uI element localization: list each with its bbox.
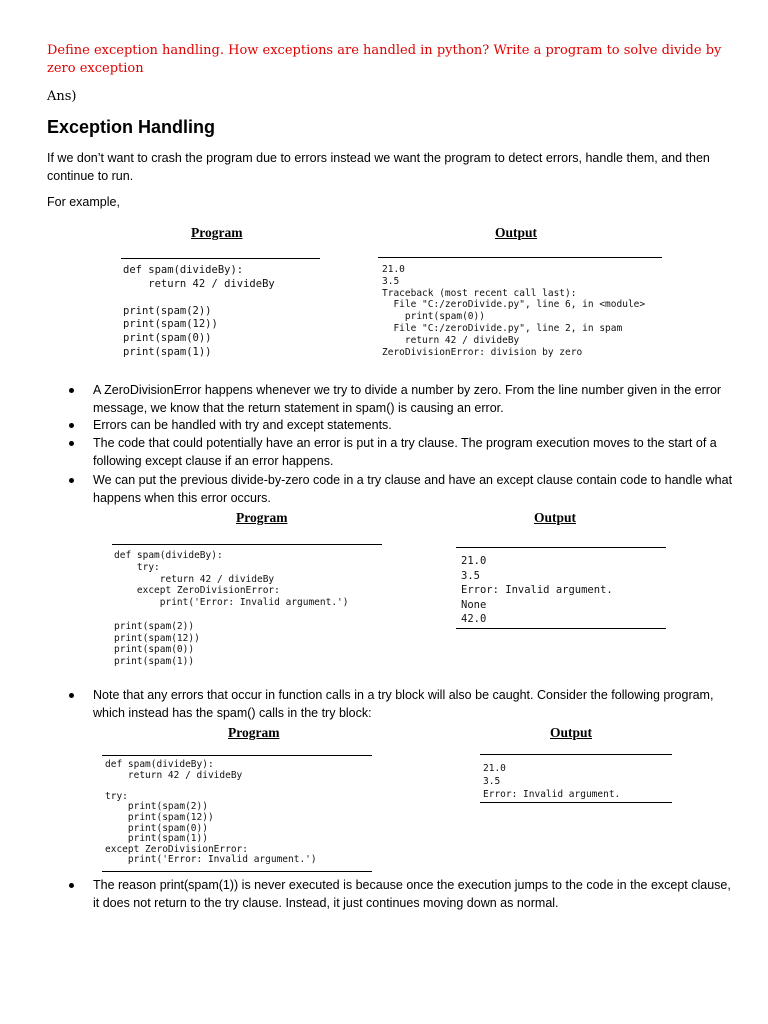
example1-output-label: Output bbox=[495, 225, 538, 240]
bullet-item: The reason print(spam(1)) is never executed is because once the execution jumps to the code in the except clause, it does not return to the try clause. Instead, it just continues moving down as normal. bbox=[93, 876, 733, 912]
bullet-item: Errors can be handled with try and except statements. bbox=[93, 416, 733, 434]
example1-program-code: def spam(divideBy): return 42 / divideBy print(spam(2)) print(spam(12)) print(spam(0)) print(spam(1)) bbox=[123, 264, 275, 358]
bullet-item: A ZeroDivisionError happens whenever we try to divide a number by zero. From the line number given in the error message, we know that the return statement in spam() is causing an error. bbox=[93, 381, 733, 417]
bullet-dot bbox=[69, 388, 74, 393]
example2-program-rule bbox=[112, 544, 382, 545]
bullet-dot bbox=[69, 883, 74, 888]
example2-output-bottom-rule bbox=[456, 628, 666, 629]
example3-output-text: 21.0 3.5 Error: Invalid argument. bbox=[483, 763, 621, 800]
example3-program-bottom-rule bbox=[102, 871, 372, 872]
example3-program-code: def spam(divideBy): return 42 / divideBy try: print(spam(2)) print(spam(12)) print(spam(0)) print(spam(1)) except ZeroDivisionError: print('Error: Invalid argument.') bbox=[105, 759, 317, 866]
example1-output-text: 21.0 3.5 Traceback (most recent call last): File "C:/zeroDivide.py", line 6, in <module> print(spam(0)) File "C:/zeroDivide.py", line 2, in spam return 42 / divideBy ZeroDivisionError: division by zero bbox=[382, 264, 646, 358]
bullet-item: The code that could potentially have an error is put in a try clause. The program execution moves to the start of a following except clause if an error happens. bbox=[93, 434, 733, 470]
example1-output-rule bbox=[378, 257, 662, 258]
example3-output-rule bbox=[480, 754, 672, 755]
example1-program-rule bbox=[121, 258, 320, 259]
example2-output-text: 21.0 3.5 Error: Invalid argument. None 42.0 bbox=[461, 555, 613, 626]
example2-program-label: Program bbox=[236, 510, 288, 525]
example2-program-code: def spam(divideBy): try: return 42 / divideBy except ZeroDivisionError: print('Error: Invalid argument.') print(spam(2)) print(spam(12)) print(spam(0)) print(spam(1)) bbox=[114, 550, 349, 668]
example3-output-label: Output bbox=[550, 725, 593, 740]
bullet-dot bbox=[69, 693, 74, 698]
bullet-item: We can put the previous divide-by-zero code in a try clause and have an except clause contain code to handle what happens when this error occurs. bbox=[93, 471, 733, 507]
intro-paragraph: If we don’t want to crash the program due to errors instead we want the program to detect errors, handle them, and then continue to run. bbox=[47, 151, 710, 183]
example3-output-bottom-rule bbox=[480, 802, 672, 803]
for-example-text: For example, bbox=[47, 195, 120, 209]
example1-program-label: Program bbox=[191, 225, 243, 240]
bullet-dot bbox=[69, 441, 74, 446]
bullet-item: Note that any errors that occur in function calls in a try block will also be caught. Consider the following program, which instead has the spam() calls in the try block: bbox=[93, 686, 733, 722]
answer-label: Ans) bbox=[47, 89, 77, 104]
bullet-dot bbox=[69, 423, 74, 428]
bullet-dot bbox=[69, 478, 74, 483]
example3-program-rule bbox=[102, 755, 372, 756]
example3-program-label: Program bbox=[228, 725, 280, 740]
example2-output-rule bbox=[456, 547, 666, 548]
example2-output-label: Output bbox=[534, 510, 577, 525]
section-heading: Exception Handling bbox=[47, 117, 216, 137]
question-text: Define exception handling. How exceptions are handled in python? Write a program to solve divide by zero exception bbox=[47, 43, 722, 76]
